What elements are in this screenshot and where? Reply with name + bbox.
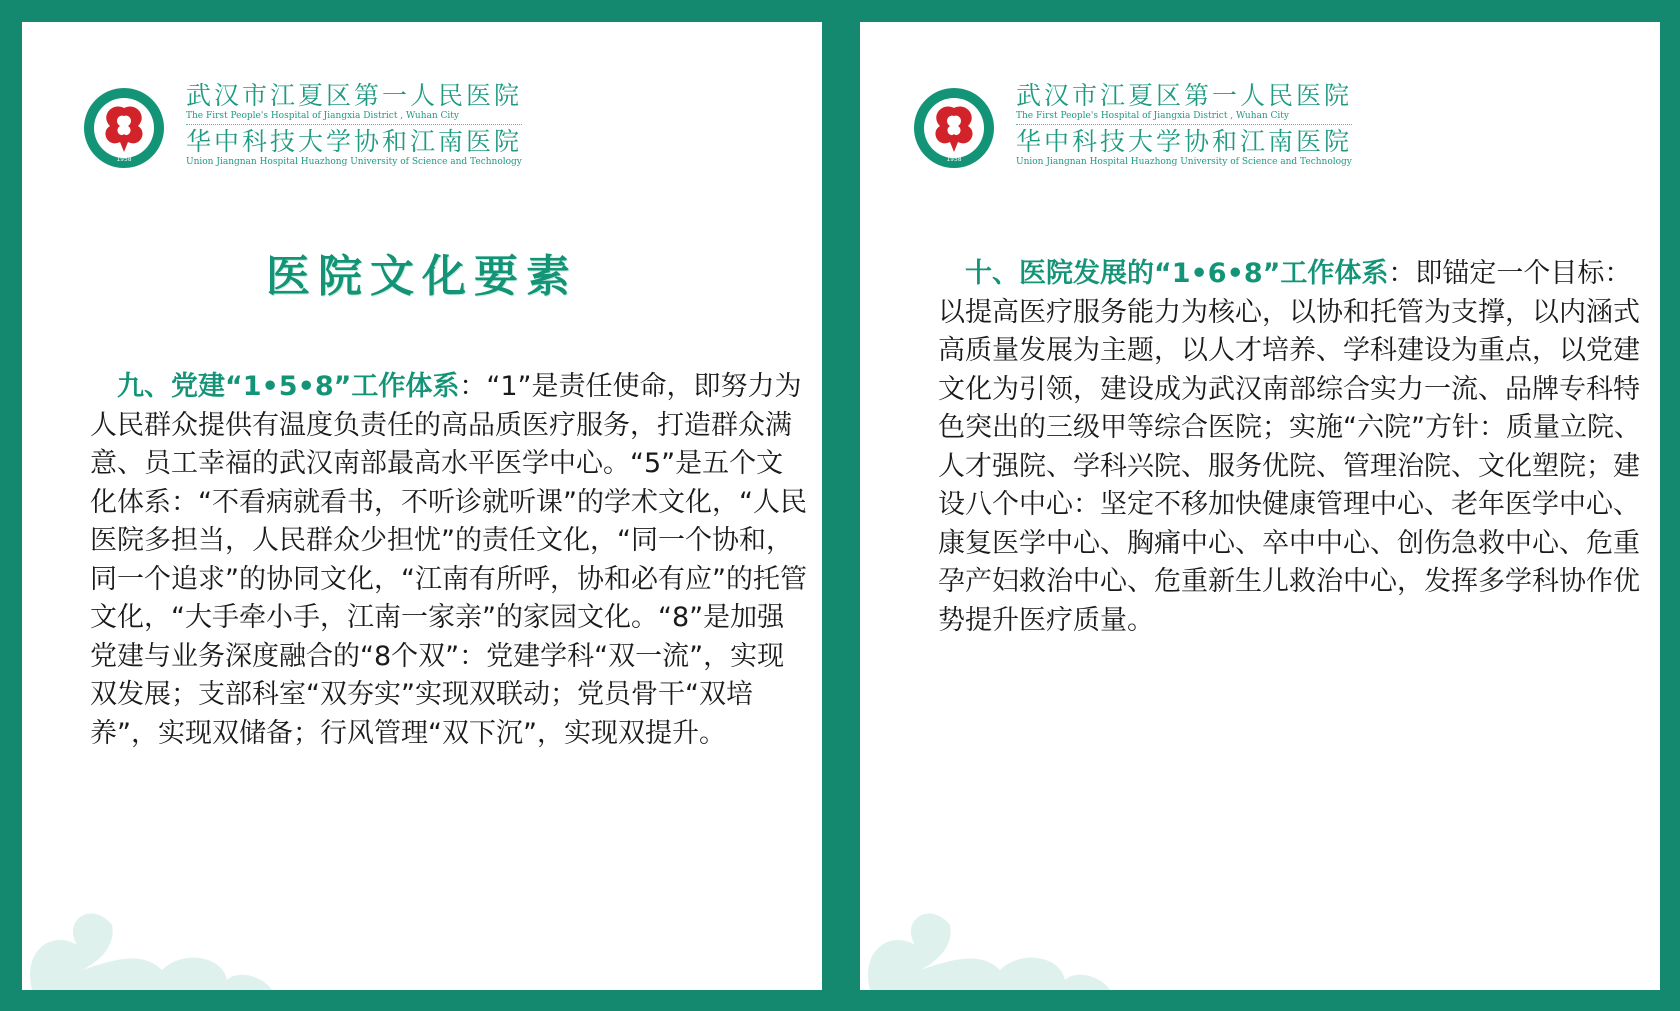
cloud-decoration-icon bbox=[22, 840, 282, 990]
section-nine-body: ：“1”是责任使命，即努力为人民群众提供有温度负责任的高品质医疗服务，打造群众满意、员工幸福的武汉南部最高水平医学中心。“5”是五个文化体系：“不看病就看书，不听诊就听课”的学术文化，“人民医院多担当，人民群众少担忧”的责任文化，“同一个协和，同一个追求”的协同文化，“江南有所呼，协和必有应”的托管文化，“大手牵小手，江南一家亲”的家园文化。“8”是加强党建与业务深度融合的“8个双”：党建学科“双一流”，实现双发展；支部科室“双夯实”实现双联动；党员骨干“双培养”，实现双储备；行风管理“双下沉”，实现双提升。 bbox=[90, 371, 807, 749]
hospital-name-cn-1: 武汉市江夏区第一人民医院 bbox=[1016, 81, 1353, 110]
right-panel bbox=[860, 22, 1660, 990]
section-nine-heading: 九、党建“1•5•8”工作体系 bbox=[117, 371, 460, 402]
hospital-name-cn-2: 华中科技大学协和江南医院 bbox=[186, 127, 523, 156]
hospital-name-en-2: Union Jiangnan Hospital Huazhong University of Science and Technology bbox=[1016, 157, 1352, 167]
hospital-name-en-1: The First People's Hospital of Jiangxia District , Wuhan City bbox=[186, 110, 522, 125]
hospital-header-right bbox=[912, 82, 1352, 173]
hospital-name-cn-1: 武汉市江夏区第一人民医院 bbox=[186, 81, 523, 110]
section-ten-heading: 十、医院发展的“1•6•8”工作体系 bbox=[965, 258, 1389, 289]
hospital-name-cn-2: 华中科技大学协和江南医院 bbox=[1016, 127, 1353, 156]
left-panel bbox=[22, 22, 822, 990]
logo-year: 1958 bbox=[946, 155, 962, 163]
section-ten-body: ：即锚定一个目标：以提高医疗服务能力为核心，以协和托管为支撑，以内涵式高质量发展为主题，以人才培养、学科建设为重点，以党建文化为引领，建设成为武汉南部综合实力一流、品牌专科特色突出的三级甲等综合医院；实施“六院”方针：质量立院、人才强院、学科兴院、服务优院、管理治院、文化塑院；建设八个中心：坚定不移加快健康管理中心、老年医学中心、康复医学中心、胸痛中心、卒中中心、创伤急救中心、危重孕产妇救治中心、危重新生儿救治中心，发挥多学科协作优势提升医疗质量。 bbox=[938, 258, 1641, 636]
hospital-logo-icon bbox=[82, 86, 166, 170]
hospital-name-en-1: The First People's Hospital of Jiangxia District , Wuhan City bbox=[1016, 110, 1352, 125]
hospital-logo-icon bbox=[912, 86, 996, 170]
hospital-header bbox=[82, 82, 522, 173]
page-title: 医院文化要素 bbox=[266, 251, 578, 302]
hospital-names bbox=[186, 82, 522, 173]
section-ten-text bbox=[938, 255, 1648, 640]
section-nine-text bbox=[90, 368, 810, 753]
hospital-name-en-2: Union Jiangnan Hospital Huazhong University of Science and Technology bbox=[186, 157, 522, 167]
cloud-decoration-icon bbox=[860, 840, 1120, 990]
hospital-names bbox=[1016, 82, 1352, 173]
logo-year: 1958 bbox=[116, 155, 132, 163]
